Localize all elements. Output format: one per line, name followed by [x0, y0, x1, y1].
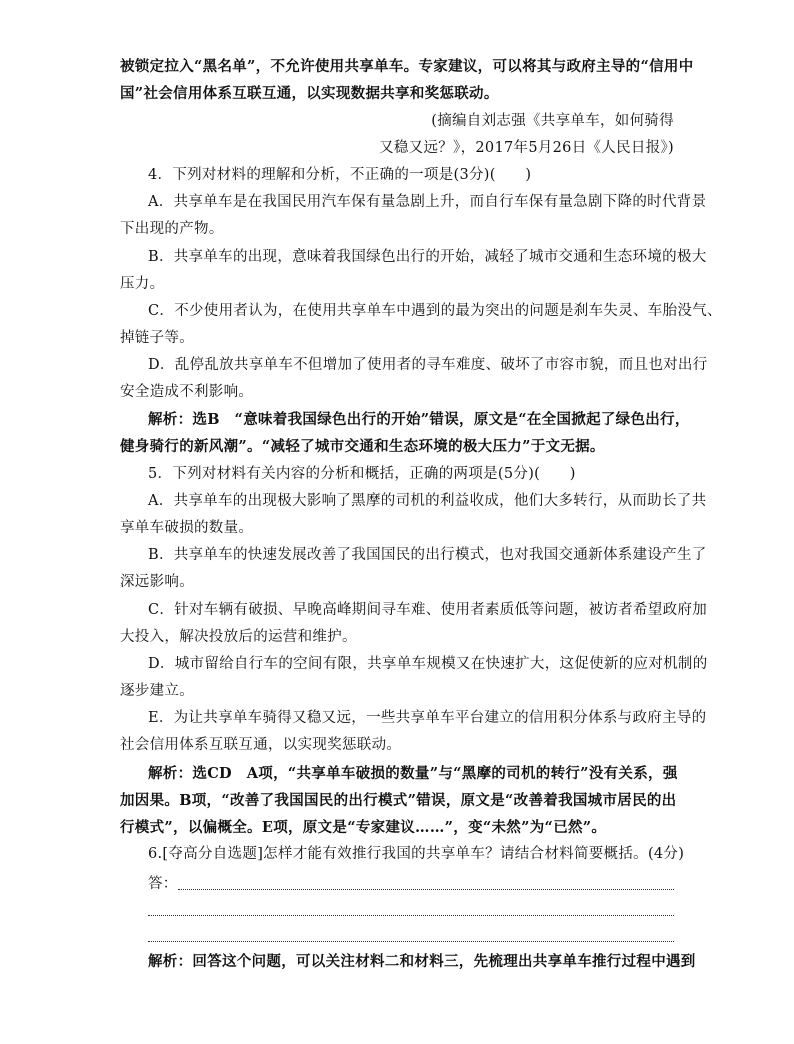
q5-option-a: A．共享单车的出现极大影响了黑摩的司机的利益收成，他们大多转行，从而助长了共: [148, 493, 707, 509]
q4-option-b-cont: 压力。: [120, 276, 165, 292]
answer-blank-line[interactable]: [178, 889, 674, 890]
q6-analysis: 解析：回答这个问题，可以关注材料二和材料三，先梳理出共享单车推行过程中遇到: [148, 953, 696, 970]
question-6-stem: 6.[夺高分自选题]怎样才能有效推行我国的共享单车？请结合材料简要概括。(4分): [148, 846, 685, 862]
q5-option-b: B．共享单车的快速发展改善了我国国民的出行模式，也对我国交通新体系建设产生了: [148, 547, 707, 563]
q5-analysis: 解析：选CD A项，“共享单车破损的数量”与“黑摩的司机的转行”没有关系，强: [148, 765, 678, 782]
q4-option-c-cont: 掉链子等。: [120, 330, 194, 346]
q4-option-c: C．不少使用者认为，在使用共享单车中遇到的最为突出的问题是刹车失灵、车胎没气、: [148, 303, 722, 319]
paragraph-line: 被锁定拉入“黑名单”，不允许使用共享单车。专家建议，可以将其与政府主导的“信用中: [120, 58, 694, 75]
answer-blank-line[interactable]: [148, 915, 674, 916]
q5-option-e-cont: 社会信用体系互联互通，以实现奖惩联动。: [120, 737, 402, 753]
q5-option-a-cont: 享单车破损的数量。: [120, 520, 254, 536]
q4-option-a: A．共享单车是在我国民用汽车保有量急剧上升，而自行车保有量急剧下降的时代背景: [148, 194, 707, 210]
q5-option-c: C．针对车辆有破损、早晚高峰期间寻车难、使用者素质低等问题，被访者希望政府加: [148, 602, 707, 618]
source-citation-line: (摘编自刘志强《共享单车，如何骑得: [431, 113, 674, 129]
answer-label: 答：: [148, 876, 178, 892]
q5-option-c-cont: 大投入，解决投放后的运营和维护。: [120, 629, 357, 645]
q4-option-d: D．乱停乱放共享单车不但增加了使用者的寻车难度、破坏了市容市貌，而且也对出行: [148, 357, 708, 373]
q5-option-b-cont: 深远影响。: [120, 574, 194, 590]
q5-option-d-cont: 逐步建立。: [120, 683, 194, 699]
answer-blank-line[interactable]: [148, 941, 674, 942]
q4-option-d-cont: 安全造成不利影响。: [120, 384, 254, 400]
question-5-stem: 5．下列对材料有关内容的分析和概括，正确的两项是(5分)( ): [148, 466, 576, 482]
q4-analysis-cont: 健身骑行的新风潮”。“减轻了城市交通和生态环境的极大压力”于文无据。: [120, 438, 605, 455]
q5-analysis-cont: 行模式”，以偏概全。E项，原文是“专家建议……”，变“未然”为“已然”。: [120, 819, 607, 836]
question-4-stem: 4．下列对材料的理解和分析，不正确的一项是(3分)( ): [148, 167, 532, 183]
q4-option-a-cont: 下出现的产物。: [120, 221, 224, 237]
q5-option-e: E．为让共享单车骑得又稳又远，一些共享单车平台建立的信用积分体系与政府主导的: [148, 710, 707, 726]
paragraph-line: 国”社会信用体系互联互通，以实现数据共享和奖惩联动。: [120, 85, 499, 102]
q4-analysis: 解析：选B “意味着我国绿色出行的开始”错误，原文是“在全国掀起了绿色出行，: [148, 411, 690, 428]
source-citation-line: 又稳又远？》，2017年5月26日《人民日报》): [379, 140, 674, 156]
q4-option-b: B．共享单车的出现，意味着我国绿色出行的开始，减轻了城市交通和生态环境的极大: [148, 249, 707, 265]
q5-option-d: D．城市留给自行车的空间有限，共享单车规模又在快速扩大，这促使新的应对机制的: [148, 656, 708, 672]
q5-analysis-cont: 加因果。B项，“改善了我国国民的出行模式”错误，原文是“改善着我国城市居民的出: [120, 792, 677, 809]
